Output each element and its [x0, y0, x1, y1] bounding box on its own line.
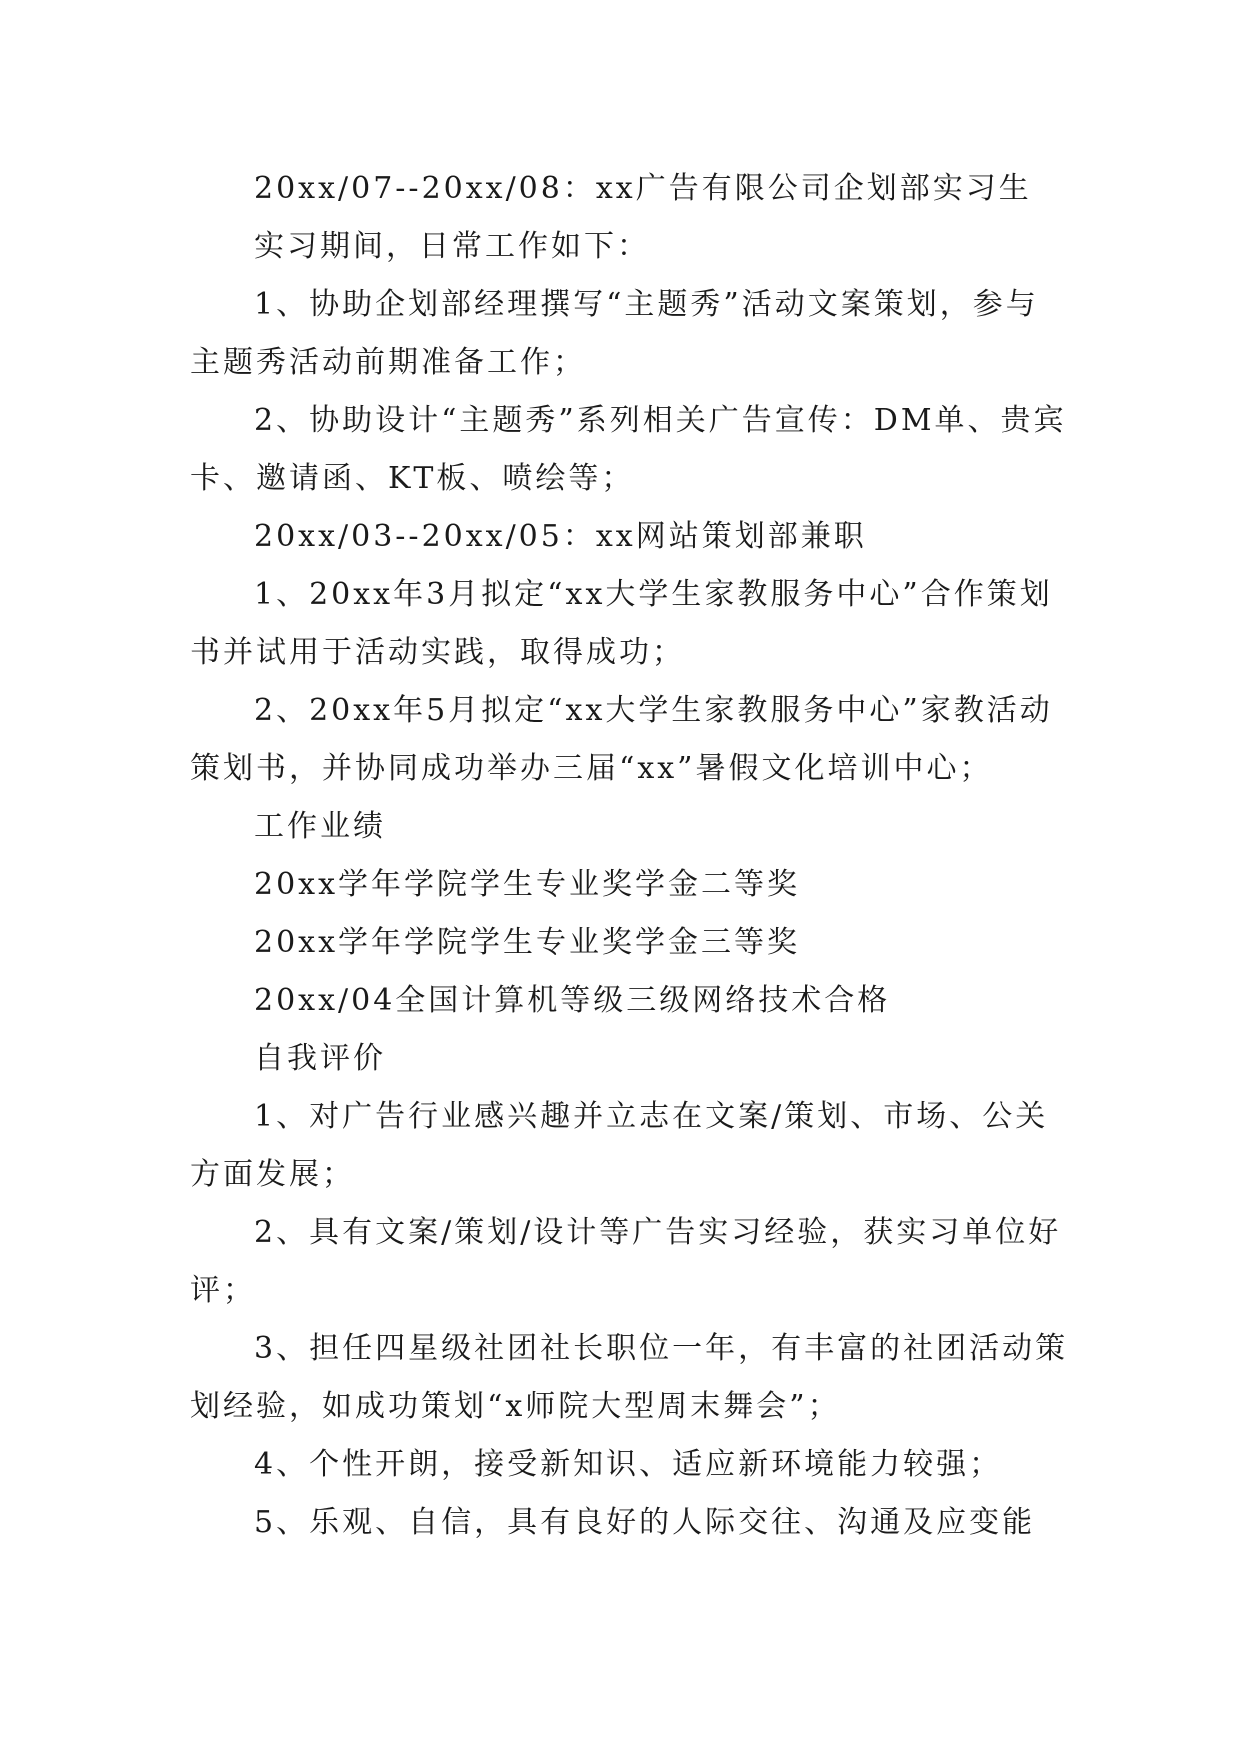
paragraph-duty-1: 1、协助企划部经理撰写“主题秀”活动文案策划，参与主题秀活动前期准备工作；: [190, 287, 1039, 380]
paragraph-award-1: 20xx学年学院学生专业奖学金二等奖: [254, 867, 801, 902]
paragraph-daily-work-intro: 实习期间，日常工作如下：: [254, 229, 650, 264]
section-heading-achievements: 工作业绩: [254, 809, 386, 844]
paragraph-duty-2: 2、协助设计“主题秀”系列相关广告宣传：DM单、贵宾卡、邀请函、KT板、喷绘等；: [190, 403, 1067, 496]
paragraph-parttime-item-1: 1、20xx年3月拟定“xx大学生家教服务中心”合作策划书并试用于活动实践，取得成功；: [190, 577, 1053, 670]
paragraph-parttime-item-2: 2、20xx年5月拟定“xx大学生家教服务中心”家教活动策划书，并协同成功举办三届“xx”暑假文化培训中心；: [190, 693, 1053, 786]
document-body: [190, 160, 1070, 1552]
paragraph-evaluation-2: 2、具有文案/策划/设计等广告实习经验，获实习单位好评；: [190, 1215, 1062, 1308]
section-heading-self-evaluation: 自我评价: [254, 1041, 386, 1076]
paragraph-evaluation-4: 4、个性开朗，接受新知识、适应新环境能力较强；: [254, 1447, 1003, 1482]
paragraph-certificate: 20xx/04全国计算机等级三级网络技术合格: [254, 983, 891, 1018]
paragraph-evaluation-1: 1、对广告行业感兴趣并立志在文案/策划、市场、公关方面发展；: [190, 1099, 1049, 1192]
paragraph-evaluation-3: 3、担任四星级社团社长职位一年，有丰富的社团活动策划经验，如成功策划“x师院大型周末舞会”；: [190, 1331, 1069, 1424]
paragraph-parttime-period-header: 20xx/03--20xx/05：xx网站策划部兼职: [254, 519, 867, 554]
paragraph-evaluation-5: 5、乐观、自信，具有良好的人际交往、沟通及应变能: [254, 1505, 1036, 1540]
paragraph-award-2: 20xx学年学院学生专业奖学金三等奖: [254, 925, 801, 960]
paragraph-internship-period-header: 20xx/07--20xx/08：xx广告有限公司企划部实习生: [254, 171, 1032, 206]
